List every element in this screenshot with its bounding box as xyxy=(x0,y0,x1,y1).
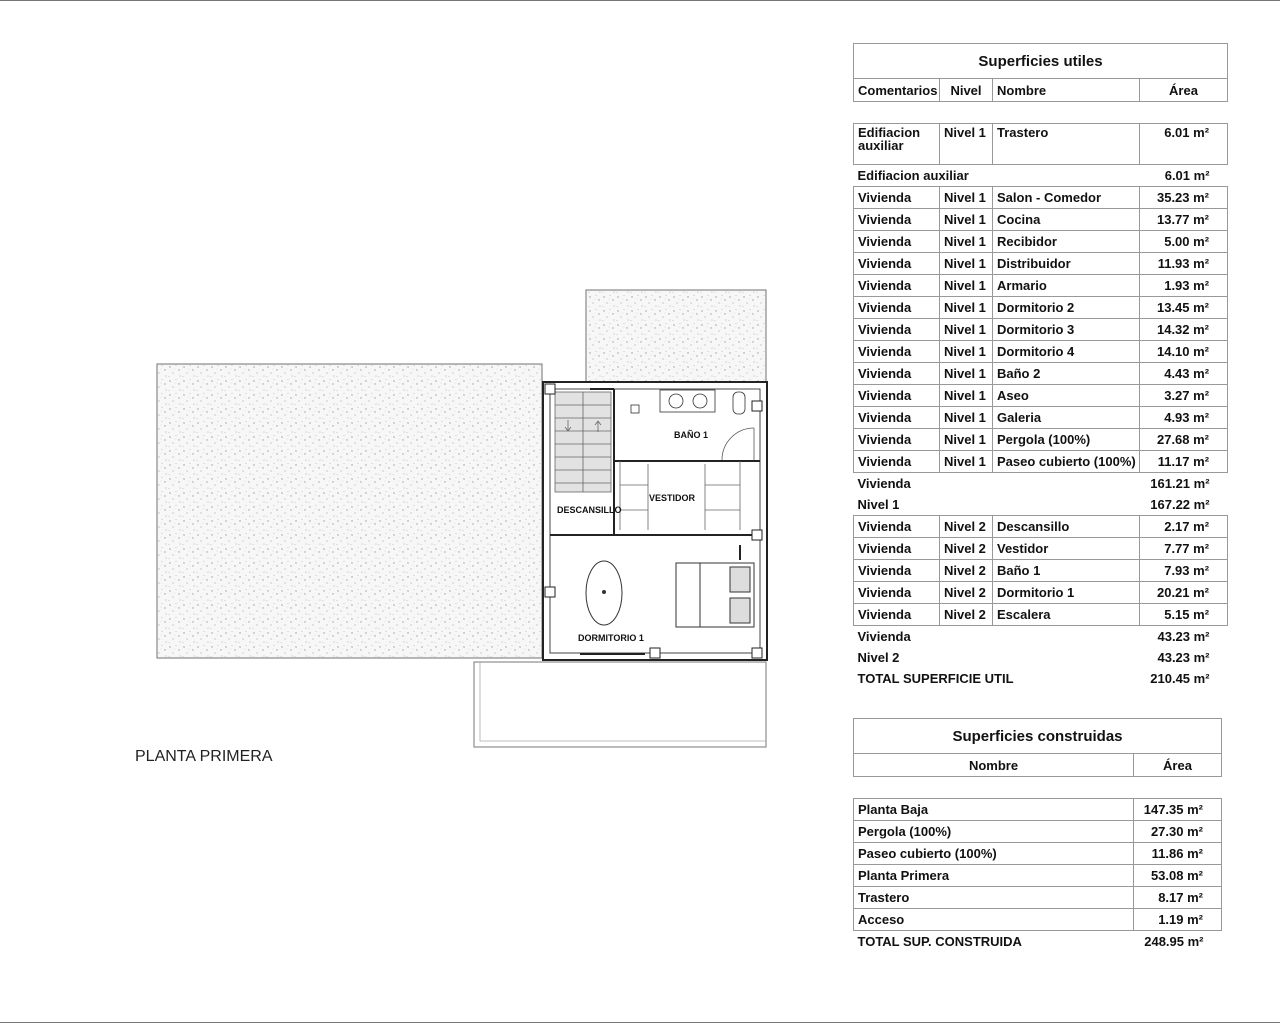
utiles-table-wrap xyxy=(853,43,1228,689)
cell-comentarios: Vivienda xyxy=(854,538,940,560)
cell-area: 14.10 m² xyxy=(1140,341,1228,363)
cell-area: 11.17 m² xyxy=(1140,451,1228,473)
cell-nombre: Paseo cubierto (100%) xyxy=(854,843,1134,865)
table-row xyxy=(854,865,1222,887)
cell-nivel: Nivel 1 xyxy=(940,297,993,319)
cell-nombre: Baño 2 xyxy=(993,363,1140,385)
cell-nombre: Baño 1 xyxy=(993,560,1140,582)
cell-comentarios: Vivienda xyxy=(854,275,940,297)
cell-nivel: Nivel 1 xyxy=(940,407,993,429)
cell-area: 14.32 m² xyxy=(1140,319,1228,341)
cell-nombre: Acceso xyxy=(854,909,1134,931)
cell-nombre: Dormitorio 1 xyxy=(993,582,1140,604)
subtotal-row xyxy=(854,626,1228,648)
cell-nombre: Recibidor xyxy=(993,231,1140,253)
superficies-utiles-table xyxy=(853,43,1228,689)
table-row xyxy=(854,887,1222,909)
cell-comentarios: Edifiacion auxiliar xyxy=(854,124,940,165)
table-row xyxy=(854,407,1228,429)
sheet-bottom-border xyxy=(0,1022,1280,1023)
table-row xyxy=(854,582,1228,604)
cell-nombre: Escalera xyxy=(993,604,1140,626)
construidas-table-wrap xyxy=(853,718,1222,952)
table-row xyxy=(854,341,1228,363)
subtotal-area: 161.21 m² xyxy=(1150,476,1210,491)
cell-nivel: Nivel 1 xyxy=(940,341,993,363)
cell-comentarios: Vivienda xyxy=(854,560,940,582)
subtotal-area: 43.23 m² xyxy=(1157,629,1210,644)
table-row xyxy=(854,385,1228,407)
cell-comentarios: Vivienda xyxy=(854,429,940,451)
terrace-north xyxy=(586,290,766,382)
cell-nombre: Dormitorio 2 xyxy=(993,297,1140,319)
total-label: TOTAL SUP. CONSTRUIDA xyxy=(857,934,1022,949)
cell-nombre: Armario xyxy=(993,275,1140,297)
staircase xyxy=(555,392,611,492)
table-row xyxy=(854,319,1228,341)
col-header-nombre: Nombre xyxy=(993,79,1140,102)
table-row xyxy=(854,799,1222,821)
cell-nivel: Nivel 1 xyxy=(940,429,993,451)
table-row xyxy=(854,516,1228,538)
table-row xyxy=(854,363,1228,385)
table-row xyxy=(854,253,1228,275)
table-row xyxy=(854,451,1228,473)
subtotal-label: Vivienda xyxy=(857,629,911,644)
cell-nombre: Pergola (100%) xyxy=(854,821,1134,843)
cell-area: 1.93 m² xyxy=(1140,275,1228,297)
cell-area: 13.77 m² xyxy=(1140,209,1228,231)
table-row xyxy=(854,604,1228,626)
cell-area: 20.21 m² xyxy=(1140,582,1228,604)
subtotal-label: Nivel 2 xyxy=(857,650,900,665)
cell-comentarios: Vivienda xyxy=(854,209,940,231)
floor-plan xyxy=(0,0,800,800)
cell-nombre: Vestidor xyxy=(993,538,1140,560)
cell-area: 3.27 m² xyxy=(1140,385,1228,407)
cell-area: 27.68 m² xyxy=(1140,429,1228,451)
cell-area: 8.17 m² xyxy=(1134,887,1222,909)
table-row xyxy=(854,187,1228,209)
subtotal-label: Vivienda xyxy=(857,476,911,491)
subtotal-label: TOTAL SUPERFICIE UTIL xyxy=(857,671,1014,686)
cell-nivel: Nivel 2 xyxy=(940,604,993,626)
subtotal-row xyxy=(854,165,1228,187)
cell-comentarios: Vivienda xyxy=(854,582,940,604)
cell-nombre: Planta Primera xyxy=(854,865,1134,887)
cell-comentarios: Vivienda xyxy=(854,231,940,253)
cell-nivel: Nivel 1 xyxy=(940,363,993,385)
table-row xyxy=(854,275,1228,297)
col-header-nivel: Nivel xyxy=(940,79,993,102)
cell-comentarios: Vivienda xyxy=(854,385,940,407)
cell-area: 4.93 m² xyxy=(1140,407,1228,429)
cell-nombre: Trastero xyxy=(993,124,1140,165)
cell-area: 6.01 m² xyxy=(1140,124,1228,165)
cell-area: 53.08 m² xyxy=(1134,865,1222,887)
subtotal-row xyxy=(854,668,1228,689)
superficies-construidas-table xyxy=(853,718,1222,952)
table-row xyxy=(854,124,1228,165)
subtotal-label: Nivel 1 xyxy=(857,497,900,512)
utiles-title: Superficies utiles xyxy=(854,44,1228,79)
cell-nombre: Aseo xyxy=(993,385,1140,407)
cell-nivel: Nivel 2 xyxy=(940,582,993,604)
cell-area: 1.19 m² xyxy=(1134,909,1222,931)
cell-nombre: Descansillo xyxy=(993,516,1140,538)
cell-nivel: Nivel 2 xyxy=(940,516,993,538)
cell-nombre: Paseo cubierto (100%) xyxy=(993,451,1140,473)
cell-nombre: Distribuidor xyxy=(993,253,1140,275)
terrace-west xyxy=(157,364,542,658)
cell-nombre: Planta Baja xyxy=(854,799,1134,821)
table-row xyxy=(854,538,1228,560)
cell-nombre: Galeria xyxy=(993,407,1140,429)
cell-nombre: Dormitorio 3 xyxy=(993,319,1140,341)
cell-nivel: Nivel 1 xyxy=(940,253,993,275)
subtotal-row xyxy=(854,494,1228,516)
total-row xyxy=(854,931,1222,953)
cell-nivel: Nivel 1 xyxy=(940,209,993,231)
bathtub-drain xyxy=(602,590,606,594)
construidas-body xyxy=(854,777,1222,953)
subtotal-area: 6.01 m² xyxy=(1164,168,1210,183)
cell-comentarios: Vivienda xyxy=(854,451,940,473)
cell-nivel: Nivel 1 xyxy=(940,231,993,253)
total-area: 248.95 m² xyxy=(1144,934,1204,949)
construidas-title: Superficies construidas xyxy=(854,719,1222,754)
table-row xyxy=(854,297,1228,319)
room-label-dormitorio1: DORMITORIO 1 xyxy=(578,633,644,643)
col-header-nombre-construidas: Nombre xyxy=(854,754,1134,777)
terrace-south-slab xyxy=(474,662,766,747)
cell-area: 7.93 m² xyxy=(1140,560,1228,582)
cell-nombre: Dormitorio 4 xyxy=(993,341,1140,363)
cell-nivel: Nivel 2 xyxy=(940,560,993,582)
cell-comentarios: Vivienda xyxy=(854,297,940,319)
cell-nombre: Salon - Comedor xyxy=(993,187,1140,209)
table-row xyxy=(854,909,1222,931)
table-row xyxy=(854,560,1228,582)
cell-nivel: Nivel 1 xyxy=(940,275,993,297)
room-label-descansillo: DESCANSILLO xyxy=(557,505,622,515)
cell-area: 11.93 m² xyxy=(1140,253,1228,275)
table-row xyxy=(854,429,1228,451)
cell-comentarios: Vivienda xyxy=(854,253,940,275)
cell-nivel: Nivel 1 xyxy=(940,385,993,407)
room-label-vestidor: VESTIDOR xyxy=(649,493,696,503)
table-row xyxy=(854,209,1228,231)
cell-area: 7.77 m² xyxy=(1140,538,1228,560)
table-row xyxy=(854,821,1222,843)
table-row xyxy=(854,843,1222,865)
cell-nombre: Pergola (100%) xyxy=(993,429,1140,451)
cell-comentarios: Vivienda xyxy=(854,341,940,363)
cell-area: 4.43 m² xyxy=(1140,363,1228,385)
subtotal-label: Edifiacion auxiliar xyxy=(857,168,969,183)
plan-title: PLANTA PRIMERA xyxy=(135,748,273,765)
cell-nombre: Cocina xyxy=(993,209,1140,231)
subtotal-area: 43.23 m² xyxy=(1157,650,1210,665)
cell-comentarios: Vivienda xyxy=(854,187,940,209)
cell-area: 13.45 m² xyxy=(1140,297,1228,319)
cell-comentarios: Vivienda xyxy=(854,407,940,429)
cell-comentarios: Vivienda xyxy=(854,604,940,626)
utiles-body xyxy=(854,102,1228,690)
subtotal-row xyxy=(854,473,1228,495)
col-header-area: Área xyxy=(1140,79,1228,102)
subtotal-area: 210.45 m² xyxy=(1150,671,1210,686)
subtotal-area: 167.22 m² xyxy=(1150,497,1210,512)
cell-area: 2.17 m² xyxy=(1140,516,1228,538)
cell-nivel: Nivel 1 xyxy=(940,187,993,209)
col-header-comentarios: Comentarios xyxy=(854,79,940,102)
room-label-bano1: BAÑO 1 xyxy=(674,430,709,440)
cell-comentarios: Vivienda xyxy=(854,363,940,385)
cell-area: 147.35 m² xyxy=(1134,799,1222,821)
cell-nivel: Nivel 1 xyxy=(940,124,993,165)
subtotal-row xyxy=(854,647,1228,668)
col-header-area-construidas: Área xyxy=(1134,754,1222,777)
cell-area: 5.15 m² xyxy=(1140,604,1228,626)
cell-nivel: Nivel 1 xyxy=(940,451,993,473)
cell-comentarios: Vivienda xyxy=(854,516,940,538)
cell-comentarios: Vivienda xyxy=(854,319,940,341)
cell-nivel: Nivel 2 xyxy=(940,538,993,560)
bed xyxy=(676,563,754,627)
cell-area: 11.86 m² xyxy=(1134,843,1222,865)
cell-nivel: Nivel 1 xyxy=(940,319,993,341)
cell-nombre: Trastero xyxy=(854,887,1134,909)
cell-area: 27.30 m² xyxy=(1134,821,1222,843)
cell-area: 5.00 m² xyxy=(1140,231,1228,253)
table-row xyxy=(854,231,1228,253)
cell-area: 35.23 m² xyxy=(1140,187,1228,209)
